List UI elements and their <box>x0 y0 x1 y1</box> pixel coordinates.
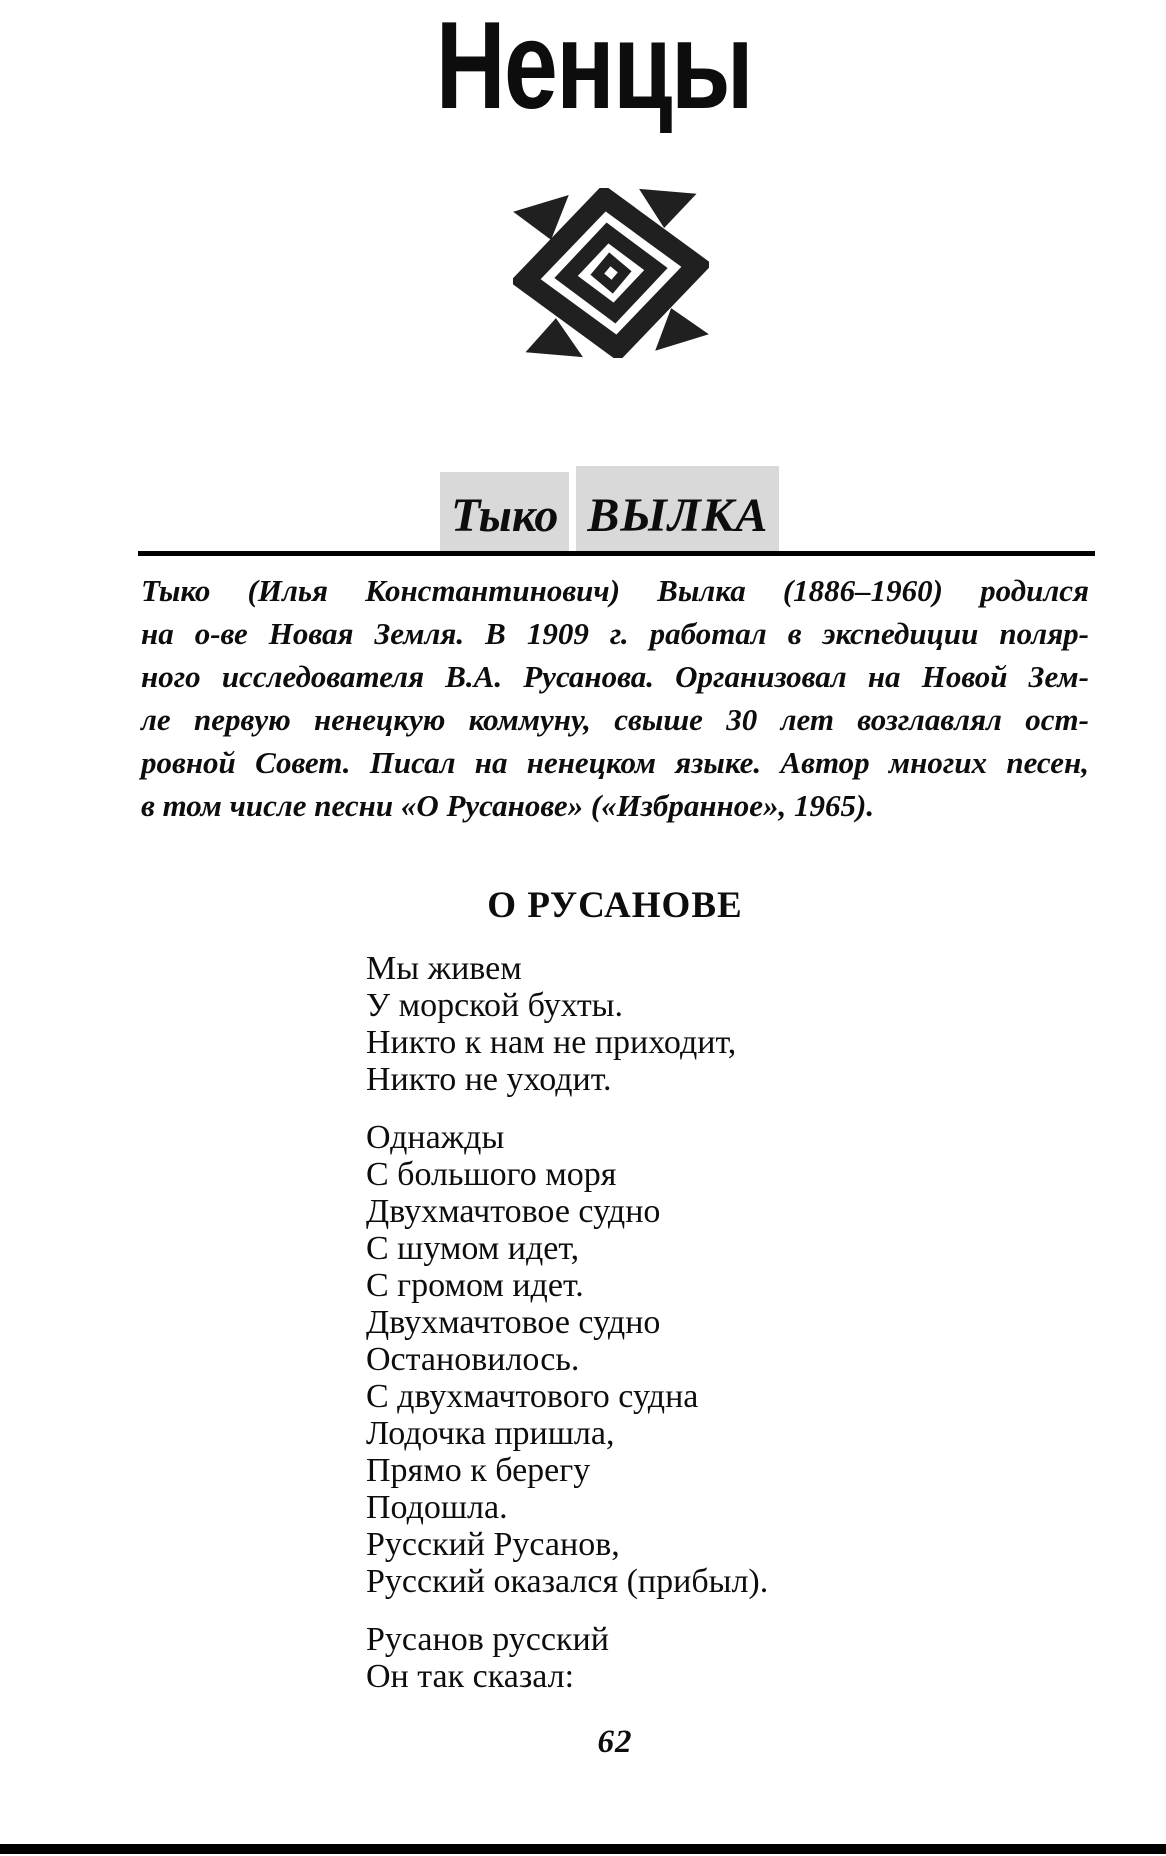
bio-line: ровной Совет. Писал на ненецком языке. Автор многих песен, <box>141 745 1089 780</box>
stanza-1 <box>366 950 768 1098</box>
bio-paragraph <box>141 569 1089 827</box>
bio-line: ного исследователя В.А. Русанова. Организовал на Новой Зем- <box>141 659 1089 694</box>
poem-line: Никто не уходит. <box>366 1061 612 1098</box>
poem-line: Русский оказался (прибыл). <box>366 1563 769 1600</box>
poem-line: Русский Русанов, <box>366 1526 620 1563</box>
poem-line: Прямо к берегу <box>366 1452 591 1489</box>
poem-line: Двухмачтовое судно <box>366 1193 661 1230</box>
stanza-2 <box>366 1119 768 1600</box>
poem-line: Русанов русский <box>366 1621 609 1658</box>
bio-line: ле первую ненецкую коммуну, свыше 30 лет возглавлял ост- <box>141 702 1089 737</box>
author-first-name: Тыко <box>440 472 569 551</box>
poem-line: Остановилось. <box>366 1341 580 1378</box>
poem-line: У морской бухты. <box>366 987 624 1024</box>
poem-line: Мы живем <box>366 950 522 987</box>
poem-line: С двухмачтового судна <box>366 1378 699 1415</box>
page-number: 62 <box>597 1724 633 1760</box>
poem-line: С громом идет. <box>366 1267 584 1304</box>
poem-line: Двухмачтовое судно <box>366 1304 661 1341</box>
divider-rule <box>138 551 1095 556</box>
bio-line: Тыко (Илья Константинович) Вылка (1886–1960) родился <box>141 573 1089 608</box>
poem-line: Он так сказал: <box>366 1658 575 1695</box>
scan-edge-bar <box>0 1844 1166 1854</box>
nenets-ornament-icon <box>513 188 709 358</box>
poem-title: О РУСАНОВЕ <box>487 885 743 926</box>
poem-line: Подошла. <box>366 1489 508 1526</box>
author-last-name: ВЫЛКА <box>576 466 779 551</box>
author-heading <box>440 466 779 551</box>
poem-line: Однажды <box>366 1119 505 1156</box>
poem-line: С большого моря <box>366 1156 617 1193</box>
bio-line: на о-ве Новая Земля. В 1909 г. работал в экспедиции поляр- <box>141 616 1089 651</box>
stanza-3 <box>366 1621 768 1695</box>
poem-line: Никто к нам не приходит, <box>366 1024 737 1061</box>
poem-line: Лодочка пришла, <box>366 1415 615 1452</box>
bio-line: в том числе песни «О Русанове» («Избранное», 1965). <box>141 788 875 823</box>
poem-line: С шумом идет, <box>366 1230 580 1267</box>
poem-body <box>366 950 768 1716</box>
page-title: Ненцы <box>435 0 753 135</box>
